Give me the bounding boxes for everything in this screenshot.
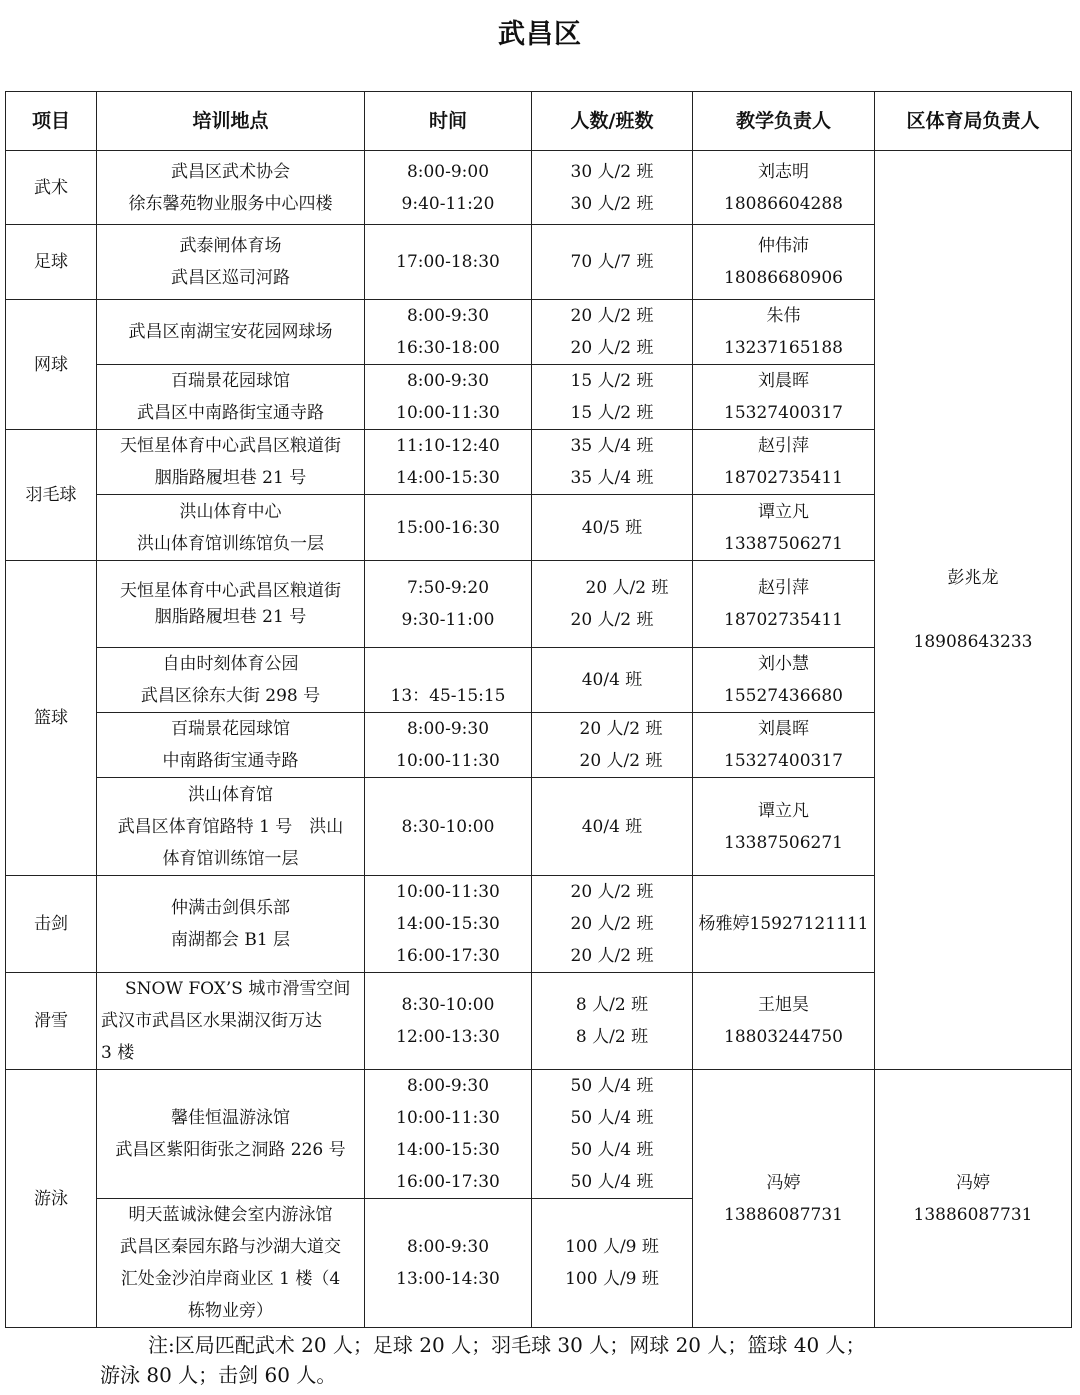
- time-cell: 7:50-9:20 9:30-11:00: [365, 561, 532, 648]
- time-cell: 8:00-9:00 9:40-11:20: [365, 151, 532, 225]
- capacity-cell: 40/4 班: [532, 778, 693, 876]
- teacher-cell: 杨雅婷15927121111: [693, 876, 875, 973]
- capacity-cell: 20 人/2 班 20 人/2 班 20 人/2 班: [532, 876, 693, 973]
- location-cell: 武泰闸体育场 武昌区巡司河路: [97, 225, 365, 300]
- sport-cell: 武术: [6, 151, 97, 225]
- capacity-cell: 30 人/2 班 30 人/2 班: [532, 151, 693, 225]
- footnote: [100, 1330, 1040, 1390]
- header-sport: 项目: [6, 92, 97, 151]
- location-cell: 仲满击剑俱乐部 南湖都会 B1 层: [97, 876, 365, 973]
- teacher-cell: 刘晨晖 15327400317: [693, 713, 875, 778]
- location-cell: 明天蓝诚泳健会室内游泳馆 武昌区秦园东路与沙湖大道交 汇处金沙泊岸商业区 1 楼（4 栋物业旁）: [97, 1199, 365, 1328]
- footnote-line-1: 注:区局匹配武术 20 人；足球 20 人；羽毛球 30 人；网球 20 人；篮球 40 人；: [148, 1333, 866, 1357]
- time-cell: 8:00-9:30 16:30-18:00: [365, 300, 532, 365]
- location-cell: 馨佳恒温游泳馆 武昌区紫阳街张之洞路 226 号: [97, 1070, 365, 1199]
- table-row: [6, 151, 1072, 225]
- sport-cell: 羽毛球: [6, 430, 97, 561]
- time-cell: 13：45-15:15: [365, 648, 532, 713]
- schedule-table: [5, 91, 1072, 1328]
- capacity-cell: 20 人/2 班 20 人/2 班: [532, 300, 693, 365]
- location-cell: 百瑞景花园球馆 武昌区中南路街宝通寺路: [97, 365, 365, 430]
- sport-cell: 网球: [6, 300, 97, 430]
- capacity-cell: 40/4 班: [532, 648, 693, 713]
- time-cell: 8:00-9:30 13:00-14:30: [365, 1199, 532, 1328]
- time-cell: 10:00-11:30 14:00-15:30 16:00-17:30: [365, 876, 532, 973]
- time-cell: 15:00-16:30: [365, 495, 532, 561]
- capacity-cell: 20 人/2 班 20 人/2 班: [532, 561, 693, 648]
- sport-cell: 滑雪: [6, 973, 97, 1070]
- header-teacher: 教学负责人: [693, 92, 875, 151]
- time-cell: 8:30-10:00 12:00-13:30: [365, 973, 532, 1070]
- teacher-cell: 王旭昊 18803244750: [693, 973, 875, 1070]
- capacity-cell: 100 人/9 班 100 人/9 班: [532, 1199, 693, 1328]
- location-cell: 自由时刻体育公园 武昌区徐东大街 298 号: [97, 648, 365, 713]
- teacher-cell: 赵引萍 18702735411: [693, 561, 875, 648]
- header-location: 培训地点: [97, 92, 365, 151]
- header-time: 时间: [365, 92, 532, 151]
- teacher-cell: 仲伟沛 18086680906: [693, 225, 875, 300]
- capacity-cell: 35 人/4 班 35 人/4 班: [532, 430, 693, 495]
- location-cell: 天恒星体育中心武昌区粮道街 胭脂路履坦巷 21 号: [97, 561, 365, 648]
- sport-cell: 篮球: [6, 561, 97, 876]
- capacity-cell: 20 人/2 班 20 人/2 班: [532, 713, 693, 778]
- header-capacity: 人数/班数: [532, 92, 693, 151]
- time-cell: 8:00-9:30 10:00-11:30: [365, 365, 532, 430]
- teacher-cell: 刘志明 18086604288: [693, 151, 875, 225]
- time-cell: 8:00-9:30 10:00-11:30 14:00-15:30 16:00-17:30: [365, 1070, 532, 1199]
- capacity-cell: 50 人/4 班 50 人/4 班 50 人/4 班 50 人/4 班: [532, 1070, 693, 1199]
- capacity-cell: 40/5 班: [532, 495, 693, 561]
- location-cell: 百瑞景花园球馆 中南路街宝通寺路: [97, 713, 365, 778]
- time-cell: 8:00-9:30 10:00-11:30: [365, 713, 532, 778]
- district-lead-cell: 彭兆龙 18908643233: [875, 151, 1072, 1070]
- location-cell: SNOW FOX’S 城市滑雪空间 武汉市武昌区水果湖汉街万达 3 楼: [97, 973, 365, 1070]
- location-cell: 洪山体育中心 洪山体育馆训练馆负一层: [97, 495, 365, 561]
- teacher-cell: 谭立凡 13387506271: [693, 495, 875, 561]
- location-cell: 武昌区南湖宝安花园网球场: [97, 300, 365, 365]
- district-lead-cell: 冯婷 13886087731: [875, 1070, 1072, 1328]
- capacity-cell: 8 人/2 班 8 人/2 班: [532, 973, 693, 1070]
- capacity-cell: 15 人/2 班 15 人/2 班: [532, 365, 693, 430]
- header-row: [6, 92, 1072, 151]
- teacher-cell: 谭立凡 13387506271: [693, 778, 875, 876]
- sport-cell: 击剑: [6, 876, 97, 973]
- time-cell: 17:00-18:30: [365, 225, 532, 300]
- sport-cell: 足球: [6, 225, 97, 300]
- header-district-lead: 区体育局负责人: [875, 92, 1072, 151]
- teacher-cell: 冯婷 13886087731: [693, 1070, 875, 1328]
- teacher-cell: 朱伟 13237165188: [693, 300, 875, 365]
- teacher-cell: 刘小慧 15527436680: [693, 648, 875, 713]
- time-cell: 8:30-10:00: [365, 778, 532, 876]
- location-cell: 天恒星体育中心武昌区粮道街 胭脂路履坦巷 21 号: [97, 430, 365, 495]
- capacity-cell: 70 人/7 班: [532, 225, 693, 300]
- footnote-line-2: 游泳 80 人；击剑 60 人。: [100, 1363, 337, 1387]
- location-cell: 武昌区武术协会 徐东馨苑物业服务中心四楼: [97, 151, 365, 225]
- teacher-cell: 刘晨晖 15327400317: [693, 365, 875, 430]
- table-row: [6, 1070, 1072, 1199]
- page-title: 武昌区: [498, 19, 582, 50]
- sport-cell: 游泳: [6, 1070, 97, 1328]
- location-cell: 洪山体育馆 武昌区体育馆路特 1 号 洪山 体育馆训练馆一层: [97, 778, 365, 876]
- teacher-cell: 赵引萍 18702735411: [693, 430, 875, 495]
- time-cell: 11:10-12:40 14:00-15:30: [365, 430, 532, 495]
